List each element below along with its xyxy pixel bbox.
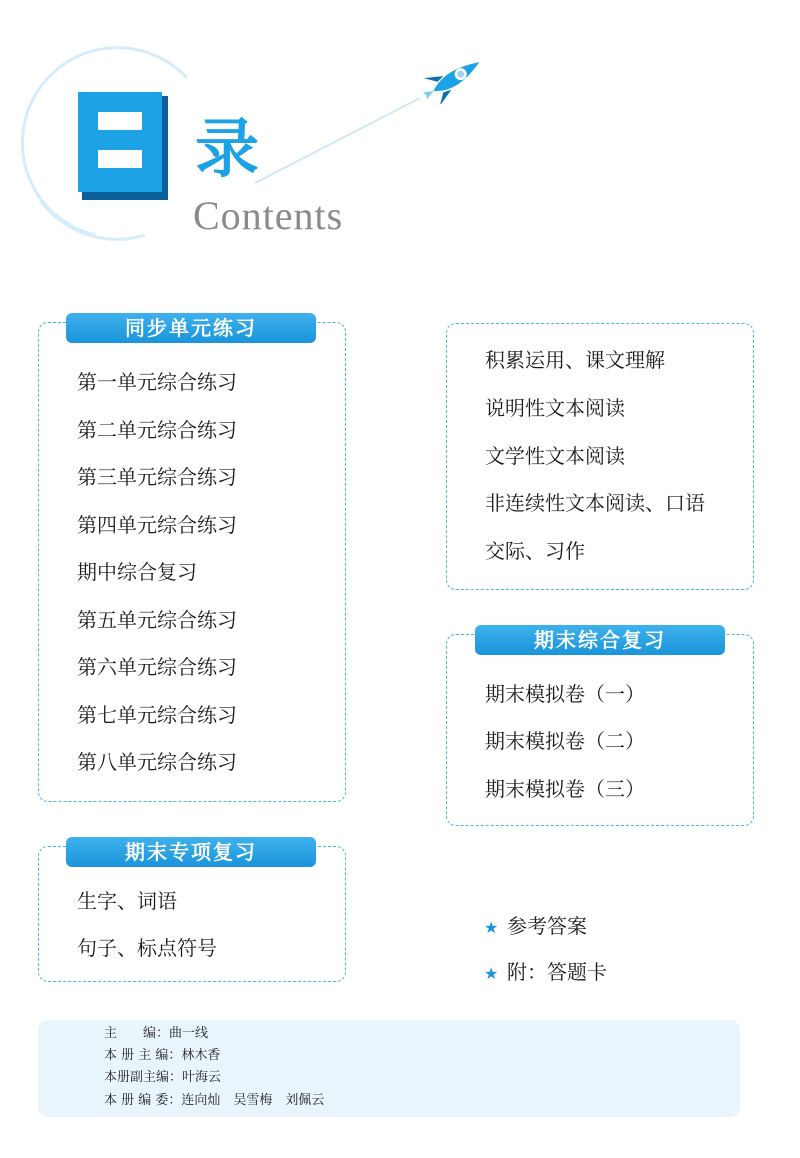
toc-item[interactable]: 第三单元综合练习 — [77, 465, 237, 489]
credit-line — [104, 1049, 220, 1062]
toc-item[interactable]: 期末模拟卷（三） — [485, 777, 645, 801]
title-mu-glyph — [78, 92, 168, 200]
toc-item[interactable]: 交际、习作 — [485, 539, 585, 563]
star-icon: ★ — [484, 964, 499, 983]
toc-item[interactable]: 期中综合复习 — [77, 560, 197, 584]
credit-label: 主 编： — [104, 1026, 170, 1041]
credit-value: 林木香 — [181, 1048, 221, 1063]
toc-item[interactable]: 第七单元综合练习 — [77, 703, 237, 727]
toc-item[interactable]: 第四单元综合练习 — [77, 513, 237, 537]
contents-subtitle: Contents — [193, 193, 344, 238]
special-section-heading: 期末专项复习 — [125, 840, 257, 864]
title-char-lu: 录 — [195, 113, 259, 187]
toc-item[interactable]: 期末模拟卷（一） — [485, 682, 645, 706]
credit-line — [104, 1094, 324, 1107]
toc-item[interactable]: 文学性文本阅读 — [485, 444, 625, 468]
credit-line — [104, 1071, 221, 1084]
toc-item[interactable]: 句子、标点符号 — [77, 936, 217, 960]
toc-item[interactable]: 期末模拟卷（二） — [485, 729, 645, 753]
credit-line — [104, 1027, 208, 1040]
toc-item[interactable]: 第八单元综合练习 — [77, 750, 237, 774]
final-section-banner — [475, 625, 725, 657]
final-section-heading: 期末综合复习 — [534, 628, 666, 652]
sync-section-banner — [66, 313, 316, 345]
credit-value: 连向灿 吴雪梅 刘佩云 — [181, 1093, 325, 1108]
credit-value: 曲一线 — [169, 1026, 209, 1041]
toc-item[interactable]: 参考答案 — [507, 914, 587, 938]
toc-item[interactable]: 第五单元综合练习 — [77, 608, 237, 632]
credit-label: 本册副主编： — [104, 1070, 183, 1085]
credit-label: 本 册 主 编： — [104, 1048, 182, 1063]
toc-item[interactable]: 说明性文本阅读 — [485, 396, 625, 420]
toc-item[interactable]: 生字、词语 — [77, 889, 177, 913]
credit-label: 本 册 编 委： — [104, 1093, 182, 1108]
credit-value: 叶海云 — [182, 1070, 222, 1085]
star-icon: ★ — [484, 918, 499, 937]
toc-item[interactable]: 非连续性文本阅读、口语 — [485, 491, 705, 515]
special-section-banner — [66, 837, 316, 869]
toc-item[interactable]: 附：答题卡 — [507, 960, 607, 984]
toc-item[interactable]: 积累运用、课文理解 — [485, 348, 665, 372]
toc-item[interactable]: 第一单元综合练习 — [77, 370, 237, 394]
toc-item[interactable]: 第二单元综合练习 — [77, 418, 237, 442]
sync-section-heading: 同步单元练习 — [125, 316, 257, 340]
toc-item[interactable]: 第六单元综合练习 — [77, 655, 237, 679]
rocket-icon — [420, 52, 492, 104]
